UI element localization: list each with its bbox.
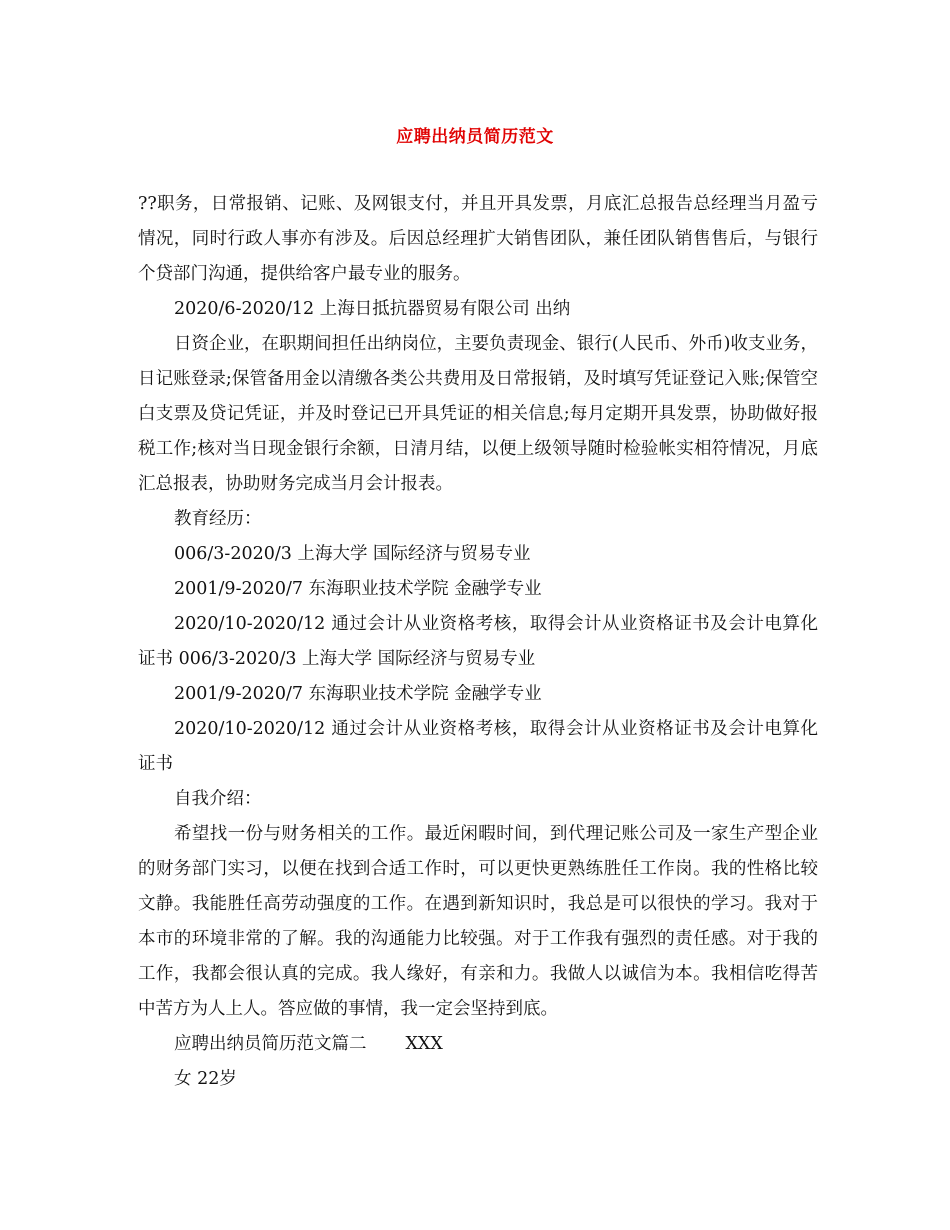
education-entry: 006/3-2020/3 上海大学 国际经济与贸易专业: [174, 544, 531, 564]
education-heading: 教育经历：: [174, 509, 262, 529]
job-description-paragraph: 日资企业，在职期间担任出纳岗位，主要负责现金、银行(人民币、外币)收支业务，日记账登录;保管备用金以清缴各类公共费用及日常报销，及时填写凭证登记入账;保管空白支票及贷记凭证，并及时登记已开具凭证的相关信息;每月定期开具发票，协助做好报税工作;核对当日现金银行余额，日清月结，以便上级领导随时检验帐实相符情况，月底汇总报表，协助财务完成当月会计报表。: [138, 334, 818, 494]
work-duty-paragraph: ??职务，日常报销、记账、及网银支付，并且开具发票，月底汇总报告总经理当月盈亏情况，同时行政人事亦有涉及。后因总经理扩大销售团队，兼任团队销售售后，与银行个贷部门沟通，提供给客户最专业的服务。: [138, 194, 818, 284]
certificate-entry: 2020/10-2020/12 通过会计从业资格考核，取得会计从业资格证书及会计电算化证书 006/3-2020/3 上海大学 国际经济与贸易专业: [138, 614, 818, 669]
education-entry: 2001/9-2020/7 东海职业技术学院 金融学专业: [174, 684, 542, 704]
certificate-entry: 2020/10-2020/12 通过会计从业资格考核，取得会计从业资格证书及会计电算化证书: [138, 719, 818, 774]
document-title: 应聘出纳员简历范文: [396, 127, 554, 147]
self-intro-paragraph: 希望找一份与财务相关的工作。最近闲暇时间，到代理记账公司及一家生产型企业的财务部门实习，以便在找到合适工作时，可以更快更熟练胜任工作岗。我的性格比较文静。我能胜任高劳动强度的工作。在遇到新知识时，我总是可以很快的学习。我对于本市的环境非常的了解。我的沟通能力比较强。对于工作我有强烈的责任感。对于我的工作，我都会很认真的完成。我人缘好，有亲和力。我做人以诚信为本。我相信吃得苦中苦方为人上人。答应做的事情，我一定会坚持到底。: [138, 824, 818, 1019]
job-entry-line: 2020/6-2020/12 上海日抵抗器贸易有限公司 出纳: [174, 299, 571, 319]
personal-info-line: 女 22岁: [174, 1069, 237, 1089]
document-body: [138, 187, 818, 1097]
candidate-name: XXX: [405, 1034, 443, 1054]
education-entry: 2001/9-2020/7 东海职业技术学院 金融学专业: [174, 579, 542, 599]
section-two-line: [138, 1027, 818, 1062]
self-intro-heading: 自我介绍：: [174, 789, 262, 809]
section-two-heading: 应聘出纳员简历范文篇二: [174, 1034, 367, 1054]
